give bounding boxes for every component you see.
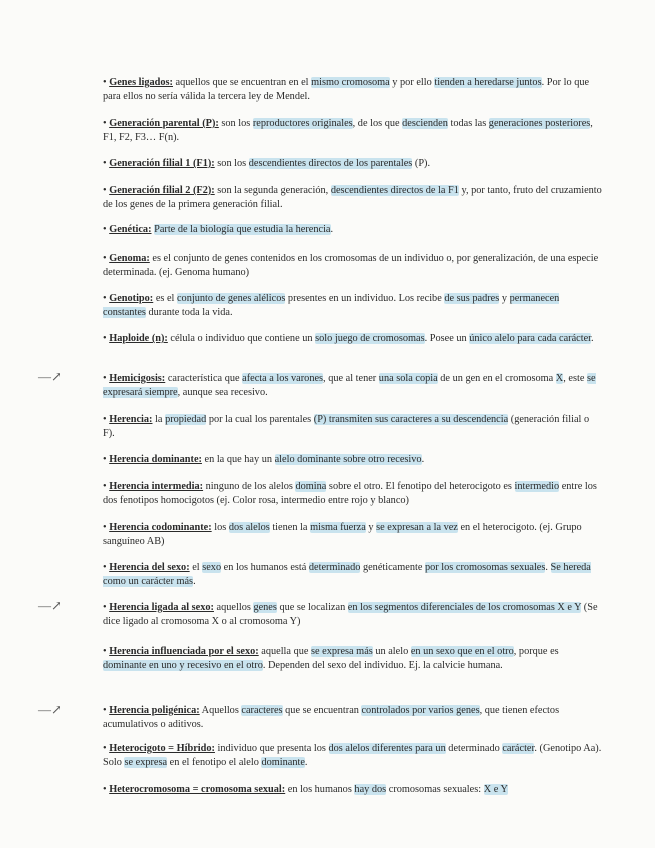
entry-text: son los (218, 118, 253, 129)
entry-text: y (499, 293, 510, 304)
bullet: • (103, 646, 110, 657)
entry-text: determinado (445, 743, 503, 754)
entry-text: , de los que (352, 118, 403, 129)
highlighted-text: de sus padres (444, 293, 500, 304)
entry-text: aquella que (258, 646, 312, 657)
entry-text: . (545, 562, 551, 573)
highlighted-text: tienden a heredarse juntos (434, 77, 542, 88)
entry-genoma (103, 252, 603, 280)
entry-generacion-filial-1 (103, 157, 603, 171)
highlighted-text: dominante en uno y recesivo en el otro (103, 660, 263, 671)
highlighted-text: propiedad (165, 414, 207, 425)
highlighted-text: dos alelos diferentes para un (328, 743, 446, 754)
bullet: • (103, 224, 110, 235)
entry-text: y, por tanto, fruto del cruzamiento de los genes de la primera generación filial. (103, 185, 602, 210)
highlighted-text: controlados por varios genes (361, 705, 480, 716)
entry-heterocigoto (103, 742, 603, 770)
entry-text: un alelo (372, 646, 411, 657)
entry-genotipo (103, 292, 603, 320)
entry-text: , que al tener (323, 373, 379, 384)
entry-text: , este (563, 373, 587, 384)
entry-text: . (421, 454, 425, 465)
entry-text: aquellos que se encuentran en el (172, 77, 312, 88)
entry-herencia (103, 413, 603, 441)
highlighted-text: Parte de la biología que estudia la herencia (154, 224, 331, 235)
bullet: • (103, 602, 110, 613)
highlighted-text: se expresa (124, 757, 168, 768)
entry-herencia-del-sexo (103, 561, 603, 589)
highlighted-text: en un sexo que en el otro (410, 646, 514, 657)
entry-term: Herencia: (109, 414, 153, 425)
highlighted-text: se expresará siempre (103, 373, 596, 398)
highlighted-text: mismo cromosoma (311, 77, 390, 88)
highlighted-text: conjunto de genes alélicos (176, 293, 286, 304)
entry-text: , aunque sea recesivo. (177, 387, 268, 398)
entry-text: la (152, 414, 166, 425)
entry-text: . (193, 576, 196, 587)
bullet: • (103, 705, 110, 716)
entry-text: presentes en un individuo. Los recibe (285, 293, 445, 304)
bullet: • (103, 77, 110, 88)
entry-term: Genes ligados: (109, 77, 173, 88)
margin-arrow-3: —↗ (38, 702, 62, 717)
entry-herencia-codominante (103, 521, 603, 549)
entry-text: individuo que presenta los (214, 743, 329, 754)
highlighted-text: X e Y (483, 784, 508, 795)
entry-text: que se localizan (276, 602, 348, 613)
entry-text: son la segunda generación, (214, 185, 331, 196)
entry-text: . (Genotipo Aa). Solo (103, 743, 602, 768)
entry-term: Genética: (109, 224, 152, 235)
entry-text: cromosomas sexuales: (386, 784, 484, 795)
highlighted-text: alelo dominante sobre otro recesivo (274, 454, 422, 465)
bullet: • (103, 185, 110, 196)
entry-text: que se encuentran (282, 705, 362, 716)
highlighted-text: descendientes directos de la F1 (330, 185, 459, 196)
entry-text: en los humanos (285, 784, 355, 795)
bullet: • (103, 158, 110, 169)
entry-text: , F1, F2, F3… F(n). (103, 118, 593, 143)
highlighted-text: Se hereda como un carácter más (103, 562, 591, 587)
entry-text: ninguno de los alelos (203, 481, 296, 492)
entry-text: por la cual los parentales (206, 414, 314, 425)
entry-text: (P). (412, 158, 431, 169)
entry-text: durante toda la vida. (145, 307, 233, 318)
bullet: • (103, 562, 110, 573)
highlighted-text: se expresa más (311, 646, 373, 657)
entry-text: los (211, 522, 229, 533)
entry-heterocromosoma (103, 783, 603, 797)
highlighted-text: solo juego de cromosomas (315, 333, 425, 344)
highlighted-text: generaciones posteriores (488, 118, 591, 129)
entry-haploide (103, 332, 603, 346)
entry-text: . Dependen del sexo del individuo. Ej. la calvicie humana. (262, 660, 503, 671)
highlighted-text: caracteres (241, 705, 283, 716)
highlighted-text: en los segmentos diferenciales de los cromosomas X e Y (347, 602, 582, 613)
bullet: • (103, 784, 110, 795)
entry-text: célula o individuo que contiene un (167, 333, 316, 344)
entry-text: en la que hay un (201, 454, 275, 465)
entry-term: Herencia dominante: (109, 454, 202, 465)
margin-arrow-1: —↗ (38, 369, 62, 384)
highlighted-text: afecta a los varones (242, 373, 324, 384)
entry-term: Generación filial 2 (F2): (109, 185, 215, 196)
entry-text: tienen la (269, 522, 311, 533)
entry-herencia-dominante (103, 453, 603, 467)
entry-text: el (189, 562, 203, 573)
entry-text: en el fenotipo el alelo (167, 757, 262, 768)
entry-term: Heterocromosoma = cromosoma sexual: (109, 784, 286, 795)
margin-arrow-2: —↗ (38, 598, 62, 613)
entry-text: aquellos (213, 602, 254, 613)
bullet: • (103, 743, 110, 754)
entry-term: Generación parental (P): (109, 118, 219, 129)
highlighted-text: se expresan a la vez (376, 522, 458, 533)
highlighted-text: hay dos (354, 784, 387, 795)
entry-text: (Se dice ligado al cromosoma X o al cromosoma Y) (103, 602, 598, 627)
entry-text: (generación filial o F). (103, 414, 590, 439)
entry-text: de un gen en el cromosoma (437, 373, 556, 384)
entry-text: en los humanos está (221, 562, 309, 573)
bullet: • (103, 481, 110, 492)
entry-term: Herencia del sexo: (109, 562, 190, 573)
entry-term: Genotipo: (109, 293, 154, 304)
entry-herencia-intermedia (103, 480, 603, 508)
highlighted-text: por los cromosomas sexuales (424, 562, 546, 573)
highlighted-text: genes (253, 602, 277, 613)
entry-text: en el heterocigoto. (ej. Grupo sanguíneo AB) (103, 522, 582, 547)
highlighted-text: domina (295, 481, 327, 492)
entry-term: Herencia codominante: (109, 522, 212, 533)
entry-text: . (304, 757, 308, 768)
entry-text: es el conjunto de genes contenidos en los cromosomas de un individuo o, por generalización, de una especie determinada. (ej. Genoma humano) (103, 253, 599, 278)
entry-term: Herencia influenciada por el sexo: (109, 646, 259, 657)
highlighted-text: dominante (261, 757, 305, 768)
entry-term: Genoma: (109, 253, 150, 264)
entry-text: sobre el otro. El fenotipo del heterocigoto es (326, 481, 515, 492)
entry-generacion-filial-2 (103, 184, 603, 212)
highlighted-text: reproductores originales (252, 118, 353, 129)
bullet: • (103, 454, 110, 465)
bullet: • (103, 253, 110, 264)
entry-text: y por ello (389, 77, 435, 88)
entry-term: Herencia intermedia: (109, 481, 204, 492)
entry-text: . Por lo que para ellos no sería válida la tercera ley de Mendel. (103, 77, 590, 102)
entry-genes-ligados (103, 76, 603, 104)
bullet: • (103, 293, 110, 304)
highlighted-text: permanecen constantes (103, 293, 560, 318)
entry-term: Heterocigoto = Híbrido: (109, 743, 215, 754)
entry-term: Generación filial 1 (F1): (109, 158, 215, 169)
bullet: • (103, 522, 110, 533)
entry-term: Herencia ligada al sexo: (109, 602, 214, 613)
highlighted-text: X (555, 373, 564, 384)
entry-term: Hemicigosis: (109, 373, 166, 384)
entry-text: , porque es (513, 646, 559, 657)
highlighted-text: misma fuerza (310, 522, 366, 533)
highlighted-text: una sola copia (378, 373, 438, 384)
entry-text: todas las (447, 118, 489, 129)
entry-text: . (591, 333, 594, 344)
entry-herencia-influenciada-por-el-sexo (103, 645, 603, 673)
entry-generacion-parental (103, 117, 603, 145)
highlighted-text: descendientes directos de los parentales (248, 158, 413, 169)
highlighted-text: sexo (202, 562, 222, 573)
highlighted-text: determinado (308, 562, 361, 573)
entry-herencia-poligenica (103, 704, 603, 732)
entry-text: . (330, 224, 334, 235)
highlighted-text: intermedio (514, 481, 560, 492)
entry-text: entre los dos fenotipos homocigotos (ej. Color rosa, intermedio entre rojo y blanco) (103, 481, 597, 506)
entry-text: Aquellos (199, 705, 242, 716)
highlighted-text: dos alelos (228, 522, 270, 533)
highlighted-text: (P) transmiten sus caracteres a su descendencia (313, 414, 509, 425)
bullet: • (103, 373, 110, 384)
entry-text: y (365, 522, 377, 533)
entry-herencia-ligada-al-sexo (103, 601, 603, 629)
entry-hemicigosis (103, 372, 603, 400)
entry-text: son los (214, 158, 249, 169)
entry-term: Herencia poligénica: (109, 705, 200, 716)
bullet: • (103, 118, 110, 129)
entry-text: genéticamente (360, 562, 425, 573)
entry-text: , que tienen efectos acumulativos o aditivos. (103, 705, 560, 730)
highlighted-text: carácter (502, 743, 535, 754)
bullet: • (103, 333, 110, 344)
highlighted-text: único alelo para cada carácter (469, 333, 592, 344)
highlighted-text: descienden (402, 118, 448, 129)
entry-text: característica que (165, 373, 243, 384)
entry-text: . Posee un (424, 333, 470, 344)
entry-text: es el (153, 293, 177, 304)
entry-term: Haploide (n): (109, 333, 168, 344)
bullet: • (103, 414, 110, 425)
entry-genetica (103, 223, 603, 237)
